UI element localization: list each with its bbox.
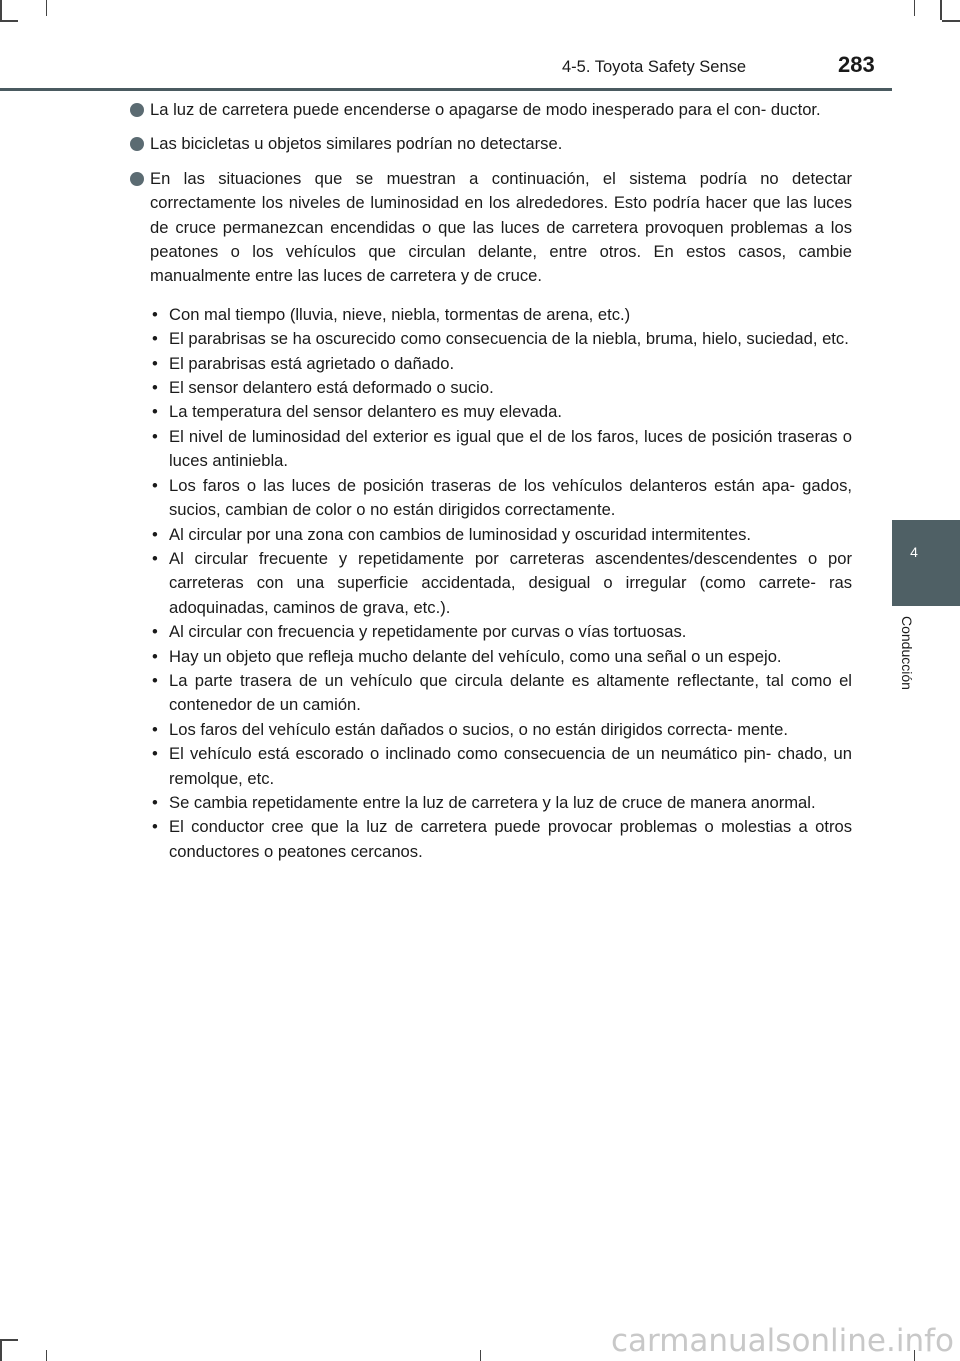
list-item-text: El sensor delantero está deformado o sucio. <box>169 378 494 398</box>
list-item-text: Al circular frecuente y repetidamente por carreteras ascendentes/descendentes o por carreteras con una superficie accidentada, desigual o irregular (como carrete- ras adoquinadas, caminos de grava, etc.). <box>169 548 852 617</box>
list-item <box>130 620 852 644</box>
list-item-text: Hay un objeto que refleja mucho delante del vehículo, como una señal o un espejo. <box>169 646 782 666</box>
note-text: La luz de carretera puede encenderse o apagarse de modo inesperado para el con- ductor. <box>150 100 821 119</box>
chapter-number: 4 <box>910 544 918 560</box>
list-item <box>130 400 852 424</box>
crop-mark <box>46 1350 47 1361</box>
list-item-text: El nivel de luminosidad del exterior es igual que el de los faros, luces de posición traseras o luces antiniebla. <box>169 426 852 471</box>
list-item-text: La parte trasera de un vehículo que circula delante es altamente reflectante, tal como el contenedor de un camión. <box>169 670 852 715</box>
bullet-marker: • <box>152 670 158 690</box>
bullet-marker: • <box>152 353 158 373</box>
bullet-marker: • <box>152 646 158 666</box>
crop-mark <box>0 0 2 20</box>
bullet-marker: • <box>152 475 158 495</box>
list-item-text: El parabrisas se ha oscurecido como consecuencia de la niebla, bruma, hielo, suciedad, etc. <box>169 329 849 349</box>
list-item-text: Los faros o las luces de posición traseras de los vehículos delanteros están apa- gados, sucios, cambian de color o no están dirigidos correctamente. <box>169 475 852 520</box>
bullet-marker: • <box>152 304 158 324</box>
list-item-text: Al circular por una zona con cambios de luminosidad y oscuridad intermitentes. <box>169 524 751 544</box>
bullet-marker: • <box>152 378 158 398</box>
circle-bullet-icon <box>130 172 144 186</box>
bullet-marker: • <box>152 719 158 739</box>
page-number: 283 <box>838 52 875 77</box>
note-paragraph <box>130 132 852 156</box>
list-item-text: El conductor cree que la luz de carretera puede provocar problemas o molestias a otros conductores o peatones cercanos. <box>169 817 852 861</box>
bullet-marker: • <box>152 792 158 812</box>
chapter-tab <box>892 520 960 604</box>
note-paragraph <box>130 167 852 289</box>
list-item <box>130 791 852 815</box>
chapter-label: Conducción <box>899 616 915 690</box>
note-text: Las bicicletas u objetos similares podrían no detectarse. <box>150 134 563 154</box>
crop-mark <box>942 20 960 22</box>
crop-mark <box>480 1350 481 1361</box>
circle-bullet-icon <box>130 137 144 151</box>
bullet-marker: • <box>152 329 158 349</box>
list-item <box>130 523 852 547</box>
list-item <box>130 352 852 376</box>
list-item <box>130 645 852 669</box>
list-item <box>130 303 852 327</box>
crop-mark <box>46 0 47 16</box>
bullet-marker: • <box>152 622 158 642</box>
list-item-text: El vehículo está escorado o inclinado como consecuencia de un neumático pin- chado, un remolque, etc. <box>169 744 852 788</box>
list-item-text: Se cambia repetidamente entre la luz de carretera y la luz de cruce de manera anormal. <box>169 792 816 812</box>
main-content <box>130 98 852 864</box>
condition-list <box>130 303 852 864</box>
list-item-text: Al circular con frecuencia y repetidamente por curvas o vías tortuosas. <box>169 622 687 642</box>
bullet-marker: • <box>152 426 158 446</box>
bullet-marker: • <box>152 402 158 422</box>
list-item <box>130 425 852 474</box>
list-item-text: El parabrisas está agrietado o dañado. <box>169 353 455 373</box>
bullet-marker: • <box>152 744 158 764</box>
list-item <box>130 718 852 742</box>
crop-mark <box>0 1341 2 1361</box>
crop-mark <box>914 0 915 16</box>
list-item <box>130 815 852 864</box>
section-title: 4-5. Toyota Safety Sense <box>562 58 747 76</box>
list-item-text: Los faros del vehículo están dañados o sucios, o no están dirigidos correcta- mente. <box>169 719 788 739</box>
list-item <box>130 669 852 718</box>
chapter-tab-rule <box>892 604 960 606</box>
crop-mark <box>0 1339 18 1341</box>
circle-bullet-icon <box>130 103 144 117</box>
list-item <box>130 474 852 523</box>
header-divider <box>0 88 892 91</box>
list-item <box>130 327 852 351</box>
watermark: carmanualsonline.info <box>610 1323 954 1359</box>
list-item <box>130 376 852 400</box>
list-item-text: Con mal tiempo (lluvia, nieve, niebla, tormentas de arena, etc.) <box>169 304 631 324</box>
crop-mark <box>0 20 18 22</box>
bullet-marker: • <box>152 524 158 544</box>
bullet-marker: • <box>152 817 158 837</box>
list-item <box>130 742 852 791</box>
list-item-text: La temperatura del sensor delantero es muy elevada. <box>169 402 562 422</box>
bullet-marker: • <box>152 548 158 568</box>
note-paragraph <box>130 98 852 122</box>
crop-mark <box>940 0 942 20</box>
note-text: En las situaciones que se muestran a continuación, el sistema podría no detectar correctamente los niveles de luminosidad en los alrededores. Esto podría hacer que las luces de cruce permanezcan encendidas o que las luces de carretera provoquen problemas a los peatones o los vehículos que circulan delante, entre otros. En estos casos, cambie manualmente entre las luces de carretera y de cruce. <box>150 168 852 286</box>
list-item <box>130 547 852 620</box>
